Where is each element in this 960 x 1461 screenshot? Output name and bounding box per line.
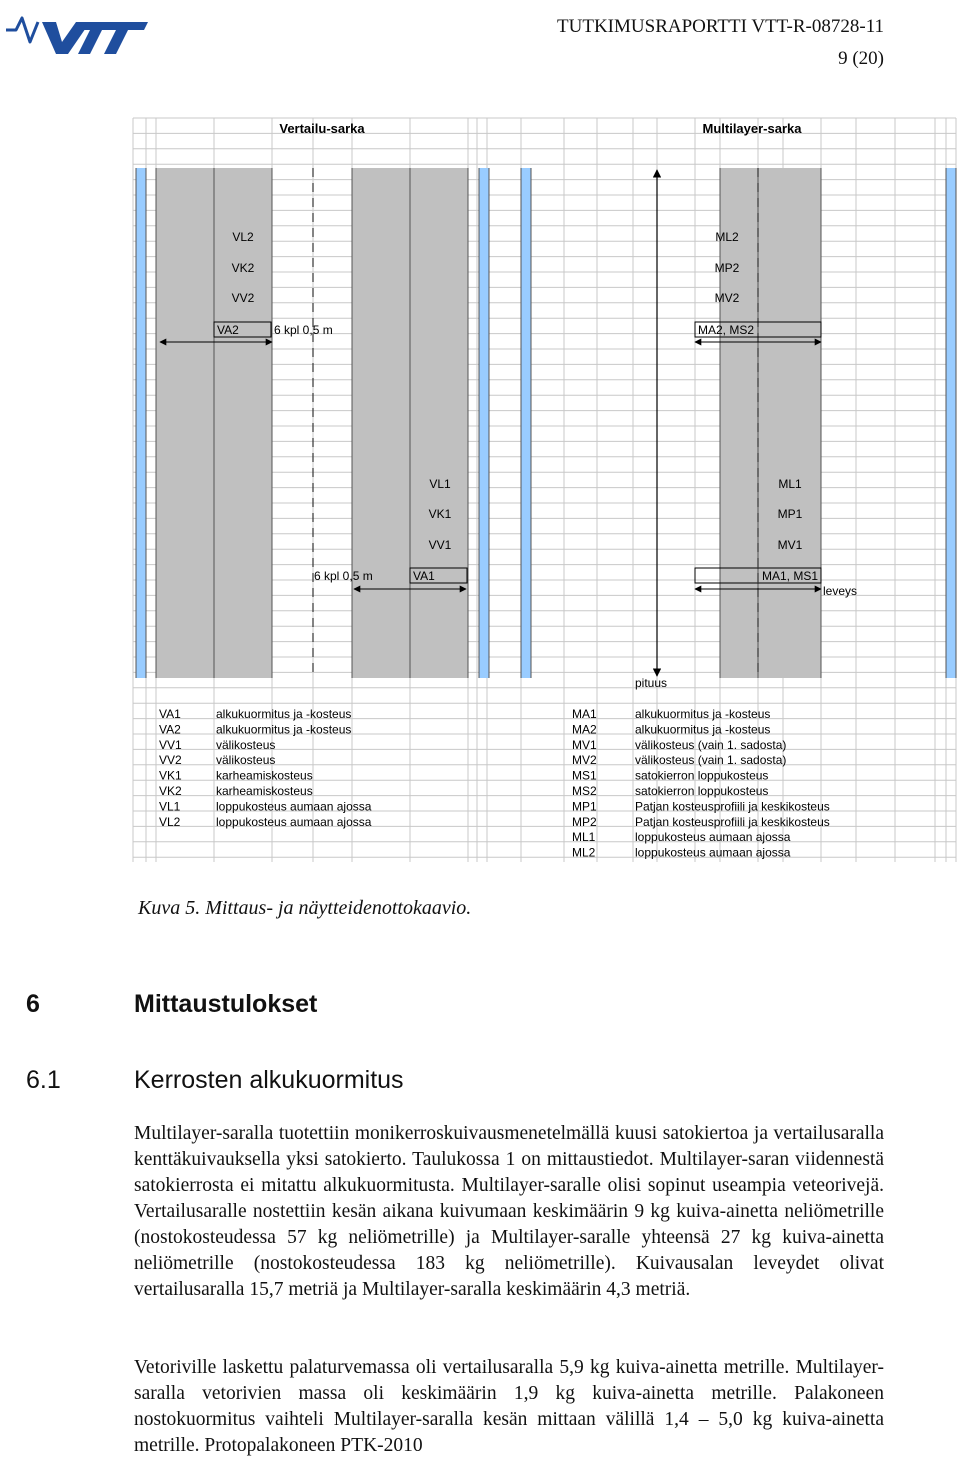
legend-code: VL1 [159, 799, 181, 814]
label-mp2: MP2 [714, 261, 740, 275]
label-mp1: MP1 [777, 507, 803, 521]
legend-code: MA1 [572, 707, 597, 721]
field-strip [156, 168, 214, 678]
page-number: 9 (20) [838, 48, 884, 69]
legend-code: VV2 [159, 753, 182, 768]
field-strip [352, 168, 410, 678]
figure-caption: Kuva 5. Mittaus- ja näytteidenottokaavio. [138, 897, 472, 919]
label-vv2: VV2 [231, 291, 255, 305]
legend-code: VK1 [159, 768, 182, 783]
legend-code: ML1 [572, 830, 596, 845]
legend-code: MP2 [572, 814, 597, 829]
right-field-title: Multilayer-sarka [702, 121, 802, 136]
section-number: 6 [26, 990, 40, 1018]
legend-code: VA2 [159, 722, 181, 737]
label-vk2: VK2 [231, 261, 255, 275]
legend-right [572, 707, 830, 860]
field-strips [136, 168, 956, 678]
legend-code: MP1 [572, 799, 597, 814]
legend-description: loppukosteus aumaan ajossa [216, 814, 372, 829]
legend-code: ML2 [572, 845, 596, 860]
legend-description: loppukosteus aumaan ajossa [635, 845, 791, 860]
legend-description: välikosteus [216, 753, 276, 768]
label-vl1: VL1 [429, 477, 451, 491]
label-vk1: VK1 [428, 507, 452, 521]
lower-spacing-label: 6 kpl 0,5 m [314, 569, 373, 583]
legend-description: karheamiskosteus [216, 784, 313, 798]
report-id: TUTKIMUSRAPORTTI VTT-R-08728-11 [557, 16, 884, 37]
legend-description: välikosteus (vain 1. sadosta) [635, 737, 787, 752]
paragraph-2: Vetoriville laskettu palaturvemassa oli vertailusaralla 5,9 kg kuiva-ainetta metrille. Multilayer-saralla vetorivien massa oli keskimäärin 1,9 kg kuiva-ainetta metrille. Palakoneen nostokuormitus vaihteli Multilayer-saralla kesän mittaan välillä 1,4 – 5,0 kg kuiva-ainetta metrille. Protopalakoneen PTK-2010 [134, 1357, 884, 1456]
ma1-label: MA1, MS1 [761, 569, 818, 583]
field-strip [136, 168, 146, 678]
legend-description: alkukuormitus ja -kosteus [216, 707, 352, 721]
label-ml2: ML2 [715, 230, 739, 244]
legend-description: satokierron loppukosteus [635, 784, 769, 798]
legend-description: alkukuormitus ja -kosteus [635, 707, 771, 721]
legend-description: karheamiskosteus [216, 768, 313, 783]
va1-label: VA1 [413, 569, 435, 583]
label-ml1: ML1 [778, 477, 802, 491]
legend-description: Patjan kosteusprofiili ja keskikosteus [635, 799, 830, 814]
field-strip [479, 168, 489, 678]
label-mv1: MV1 [777, 538, 803, 552]
legend-code: MS2 [572, 784, 597, 798]
field-strip [758, 168, 821, 678]
width-label: leveys [823, 584, 858, 598]
legend-description: alkukuormitus ja -kosteus [216, 722, 352, 737]
legend-code: MV1 [572, 737, 597, 752]
label-vv1: VV1 [428, 538, 452, 552]
legend-description: Patjan kosteusprofiili ja keskikosteus [635, 814, 830, 829]
legend-code: MA2 [572, 722, 597, 737]
label-mv2: MV2 [714, 291, 740, 305]
legend-description: välikosteus [216, 737, 276, 752]
field-strip [720, 168, 758, 678]
legend-code: VV1 [159, 737, 182, 752]
field-strip [946, 168, 956, 678]
left-field-title: Vertailu-sarka [279, 121, 365, 136]
legend-code: VA1 [159, 707, 181, 721]
section-title: Mittaustulokset [134, 990, 318, 1018]
va2-label: VA2 [217, 323, 239, 337]
legend-code: MV2 [572, 753, 597, 768]
legend-code: MS1 [572, 768, 597, 783]
subsection-title: Kerrosten alkukuormitus [134, 1066, 404, 1094]
paragraph-1: Multilayer-saralla tuotettiin monikerroskuivausmenetelmällä kuusi satokiertoa ja vertailusaralla kenttäkuivauksella yksi satokierto. Taulukossa 1 on mittaustiedot. Multilayer-saran viidennestä satokierrosta ei mitattu alkukuormitusta. Multilayer-saralle olisi sopinut useampia veteorivejä. Vertailusaralle nostettiin kesän aikana kuivumaan keskimäärin 9 kg kuiva-ainetta neliömetrille (nostokosteudessa 57 kg neliömetrille) ja Multilayer-saralle yhteensä 27 kg kuiva-ainetta neliömetrille (nostokosteudessa 183 kg neliömetrille). Kuivausalan leveydet olivat vertailusaralla 15,7 metriä ja Multilayer-saralla keskimäärin 4,3 metriä. [134, 1123, 884, 1300]
field-strip [214, 168, 272, 678]
field-strip [410, 168, 468, 678]
legend-code: VK2 [159, 784, 182, 798]
field-strip [521, 168, 531, 678]
legend-description: satokierron loppukosteus [635, 768, 769, 783]
subsection-number: 6.1 [26, 1066, 61, 1094]
ma2-label: MA2, MS2 [698, 323, 755, 337]
legend-description: alkukuormitus ja -kosteus [635, 722, 771, 737]
legend-description: loppukosteus aumaan ajossa [216, 799, 372, 814]
legend-description: loppukosteus aumaan ajossa [635, 830, 791, 845]
legend-code: VL2 [159, 814, 181, 829]
length-label: pituus [634, 676, 668, 690]
label-vl2: VL2 [232, 230, 254, 244]
upper-spacing-label: 6 kpl 0,5 m [274, 323, 333, 337]
legend-description: välikosteus (vain 1. sadosta) [635, 753, 787, 768]
